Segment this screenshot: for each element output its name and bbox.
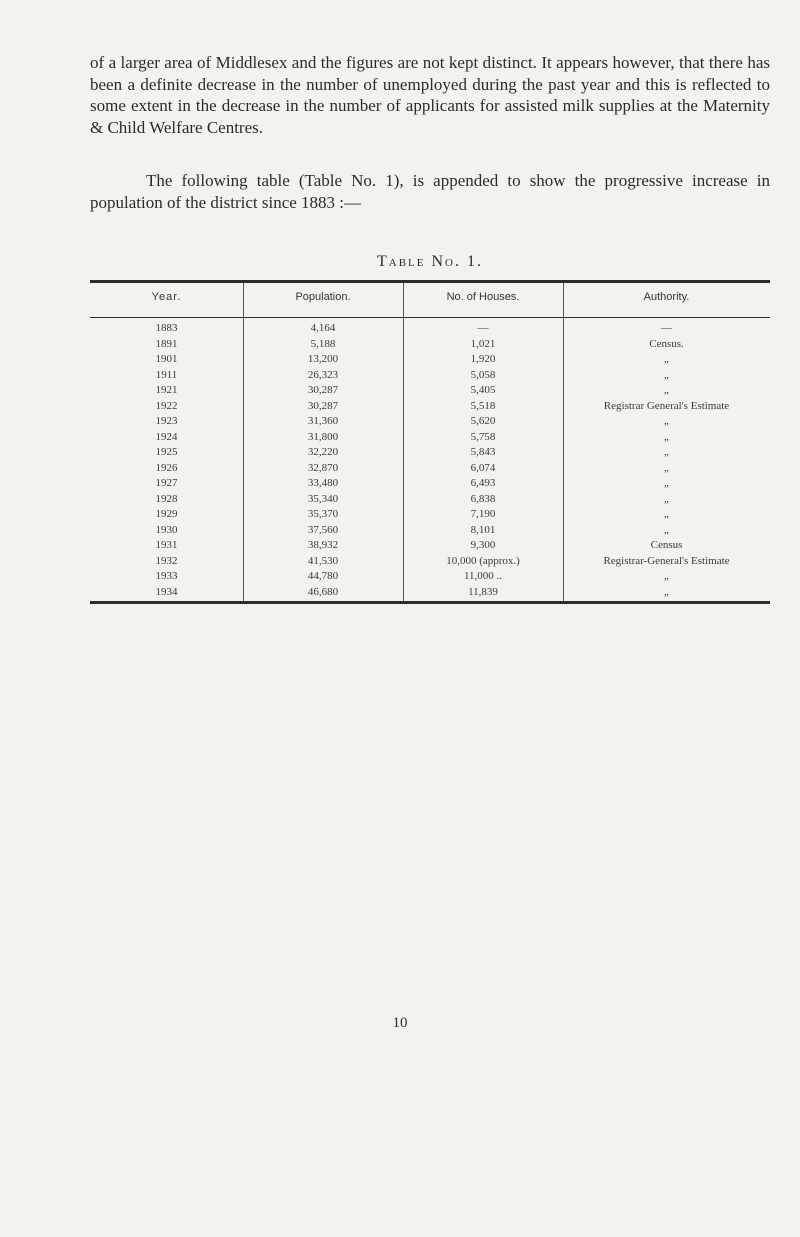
table-row [90,539,770,555]
cell-houses: 5,405 [470,384,496,396]
cell-year: 1923 [155,415,178,427]
table-intro-paragraph: The following table (Table No. 1), is appended to show the progressive increase in population of the district since 1883 :— [90,171,770,212]
cell-houses: — [477,322,489,334]
cell-population: 32,870 [307,461,339,474]
cell-year: 1934 [155,585,178,598]
cell-authority: „ [664,430,669,443]
cell-population: 30,287 [307,384,339,396]
cell-population: 38,932 [307,539,339,551]
cell-population: 35,370 [307,508,339,520]
cell-authority: „ [664,415,669,427]
cell-year: 1926 [155,461,178,474]
cell-year: 1928 [155,492,178,505]
cell-year: 1924 [155,430,178,443]
table-row [90,508,770,524]
cell-houses: 5,758 [470,430,496,443]
cell-authority: Registrar General's Estimate [603,399,730,412]
table-row [90,446,770,462]
header-houses: No. of Houses. [446,291,520,303]
table-header-rule [90,317,770,318]
table-row [90,431,770,447]
page-number: 10 [392,1015,408,1031]
cell-authority: „ [664,446,669,458]
cell-authority: „ [664,523,669,536]
cell-year: 1922 [155,399,178,412]
table-row [90,415,770,431]
table-row [90,353,770,369]
intro-paragraph: of a larger area of Middlesex and the figures are not kept distinct. It appears however, that there has been a definite decrease in the number of unemployed during the past year and this is reflected to some extent in the decrease in the number of applicants for assisted milk supplies at the Maternity & Child Welfare Centres. [90,53,770,137]
cell-authority: Census [650,539,683,551]
table-bottom-rule [90,601,770,604]
table-row [90,586,770,602]
cell-year: 1932 [155,554,178,567]
cell-authority: „ [664,585,669,598]
cell-authority: „ [664,508,669,520]
cell-houses: 6,493 [470,477,496,489]
table-top-rule [90,280,770,283]
cell-year: 1925 [155,446,178,458]
cell-population: 31,360 [307,415,339,427]
cell-houses: 1,920 [470,353,496,365]
cell-authority: Census. [649,337,684,350]
cell-houses: 1,021 [470,337,496,350]
cell-authority: „ [664,477,669,489]
cell-authority: „ [664,461,669,474]
cell-houses: 5,058 [470,368,496,381]
cell-population: 37,560 [307,523,339,536]
table-row [90,384,770,400]
cell-population: 13,200 [307,353,339,365]
cell-houses: 11,839 [468,585,498,598]
cell-year: 1929 [155,508,178,520]
cell-authority: „ [664,570,669,582]
cell-houses: 6,838 [470,492,496,505]
cell-year: 1931 [155,539,178,551]
cell-houses: 11,000 .. [463,570,503,582]
cell-year: 1911 [155,368,178,381]
cell-population: 35,340 [307,492,339,505]
cell-authority: „ [664,384,669,396]
cell-population: 44,780 [307,570,339,582]
table-row [90,400,770,416]
cell-year: 1927 [155,477,178,489]
cell-year: 1901 [155,353,178,365]
table-body [90,322,770,601]
table-row [90,462,770,478]
table-row [90,524,770,540]
table-row [90,338,770,354]
cell-houses: 10,000 (approx.) [446,554,520,567]
cell-year: 1891 [155,337,178,350]
cell-houses: 6,074 [470,461,496,474]
cell-houses: 5,620 [470,415,496,427]
cell-authority: Registrar-General's Estimate [603,554,730,567]
cell-houses: 7,190 [470,508,496,520]
table-row [90,555,770,571]
cell-houses: 5,518 [470,399,496,412]
cell-population: 46,680 [307,585,339,598]
cell-year: 1930 [155,523,178,536]
cell-population: 30,287 [307,399,339,412]
table-caption: Table No. 1. [377,253,483,270]
cell-year: 1921 [155,384,178,396]
cell-population: 4,164 [310,322,336,334]
cell-authority: — [661,322,672,334]
cell-houses: 5,843 [470,446,496,458]
cell-population: 33,480 [307,477,339,489]
table-row [90,477,770,493]
cell-houses: 9,300 [470,539,496,551]
table-row [90,369,770,385]
cell-authority: „ [664,492,669,505]
table-row [90,493,770,509]
cell-population: 26,323 [307,368,339,381]
cell-authority: „ [664,368,669,381]
cell-population: 32,220 [307,446,339,458]
cell-population: 5,188 [310,337,336,350]
header-authority: Authority. [643,291,690,303]
cell-year: 1883 [155,322,178,334]
cell-authority: „ [664,353,669,365]
header-year: Year. [151,291,182,303]
cell-population: 41,530 [307,554,339,567]
table-row [90,570,770,586]
table-row [90,322,770,338]
header-population: Population. [295,291,351,303]
cell-houses: 8,101 [470,523,496,536]
cell-year: 1933 [155,570,178,582]
cell-population: 31,800 [307,430,339,443]
